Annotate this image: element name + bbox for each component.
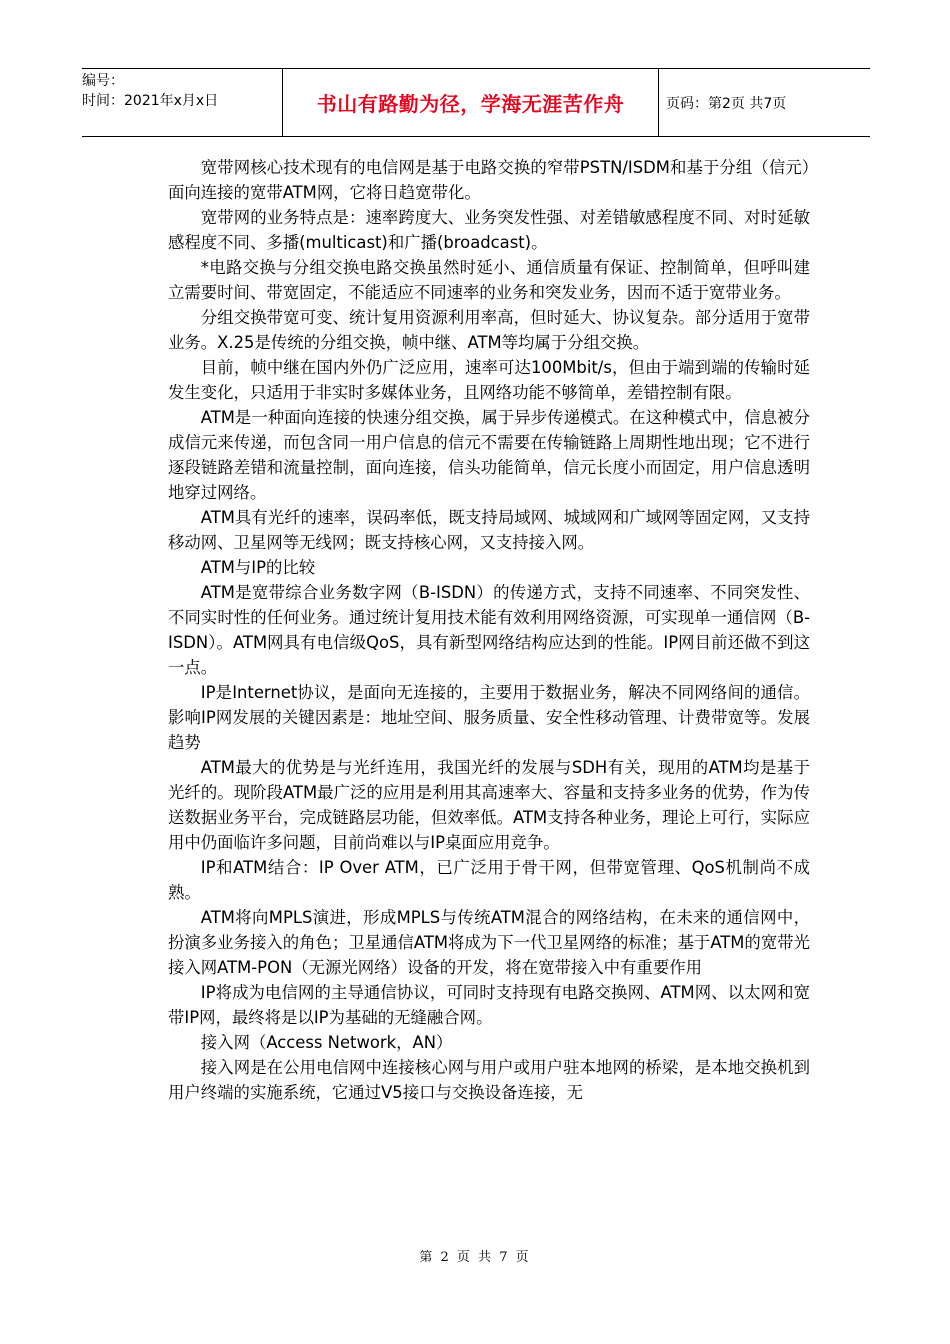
doc-time-label: 时间：2021年x月x日	[82, 93, 219, 109]
paragraph: ATM是一种面向连接的快速分组交换，属于异步传递模式。在这种模式中，信息被分成信元来传递，而包含同一用户信息的信元不需要在传输链路上周期性地出现；它不进行逐段链路差错和流量控制，面向连接，信头功能简单，信元长度小而固定，用户信息透明地穿过网络。	[168, 408, 810, 502]
header-motto: 书山有路勤为径，学海无涯苦作舟	[316, 92, 625, 116]
paragraph: 分组交换带宽可变、统计复用资源利用率高，但时延大、协议复杂。部分适用于宽带业务。X.25是传统的分组交换，帧中继、ATM等均属于分组交换。	[168, 308, 810, 352]
header-meta	[82, 69, 282, 138]
paragraph: 宽带网的业务特点是：速率跨度大、业务突发性强、对差错敏感程度不同、对时延敏感程度不同、多播(multicast)和广播(broadcast)。	[168, 208, 810, 252]
header-motto-cell	[282, 69, 659, 136]
header-page-cell	[658, 69, 878, 136]
header-page-info: 页码：第2页 共7页	[666, 95, 787, 112]
page-header	[82, 68, 870, 137]
paragraph: ATM是宽带综合业务数字网（B-ISDN）的传递方式，支持不同速率、不同突发性、不同实时性的任何业务。通过统计复用技术能有效利用网络资源，可实现单一通信网（B-ISDN）。ATM网具有电信级QoS，具有新型网络结构应达到的性能。IP网目前还做不到这一点。	[168, 583, 810, 677]
section-heading: ATM与IP的比较	[200, 558, 316, 577]
paragraph: IP和ATM结合：IP Over ATM，已广泛用于骨干网，但带宽管理、QoS机制尚不成熟。	[168, 858, 810, 902]
document-body	[168, 155, 810, 1105]
paragraph: *电路交换与分组交换电路交换虽然时延小、通信质量有保证、控制简单，但呼叫建立需要时间、带宽固定，不能适应不同速率的业务和突发业务，因而不适于宽带业务。	[168, 258, 810, 302]
paragraph: 宽带网核心技术现有的电信网是基于电路交换的窄带PSTN/ISDM和基于分组（信元）面向连接的宽带ATM网，它将日趋宽带化。	[168, 158, 810, 202]
paragraph: ATM具有光纤的速率，误码率低，既支持局域网、城域网和广域网等固定网，又支持移动网、卫星网等无线网；既支持核心网，又支持接入网。	[168, 508, 810, 552]
paragraph: 接入网是在公用电信网中连接核心网与用户或用户驻本地网的桥梁，是本地交换机到用户终端的实施系统，它通过V5接口与交换设备连接，无	[168, 1058, 810, 1102]
doc-number-label: 编号：	[82, 73, 124, 89]
page-footer: 第 2 页 共 7 页	[419, 1250, 531, 1265]
paragraph: 目前，帧中继在国内外仍广泛应用，速率可达100Mbit/s，但由于端到端的传输时延发生变化，只适用于非实时多媒体业务，且网络功能不够简单，差错控制有限。	[168, 358, 810, 402]
paragraph: IP将成为电信网的主导通信协议，可同时支持现有电路交换网、ATM网、以太网和宽带IP网，最终将是以IP为基础的无缝融合网。	[168, 983, 810, 1027]
paragraph: ATM最大的优势是与光纤连用，我国光纤的发展与SDH有关，现用的ATM均是基于光纤的。现阶段ATM最广泛的应用是利用其高速率大、容量和支持多业务的优势，作为传送数据业务平台，完成链路层功能，但效率低。ATM支持各种业务，理论上可行，实际应用中仍面临许多问题，目前尚难以与IP桌面应用竞争。	[168, 758, 810, 852]
paragraph: ATM将向MPLS演进，形成MPLS与传统ATM混合的网络结构，在未来的通信网中，扮演多业务接入的角色；卫星通信ATM将成为下一代卫星网络的标准；基于ATM的宽带光接入网ATM-PON（无源光网络）设备的开发，将在宽带接入中有重要作用	[168, 908, 810, 977]
section-heading: 接入网（Access Network，AN）	[200, 1033, 453, 1052]
paragraph: IP是Internet协议，是面向无连接的，主要用于数据业务，解决不同网络间的通信。影响IP网发展的关键因素是：地址空间、服务质量、安全性移动管理、计费带宽等。发展趋势	[168, 683, 810, 752]
